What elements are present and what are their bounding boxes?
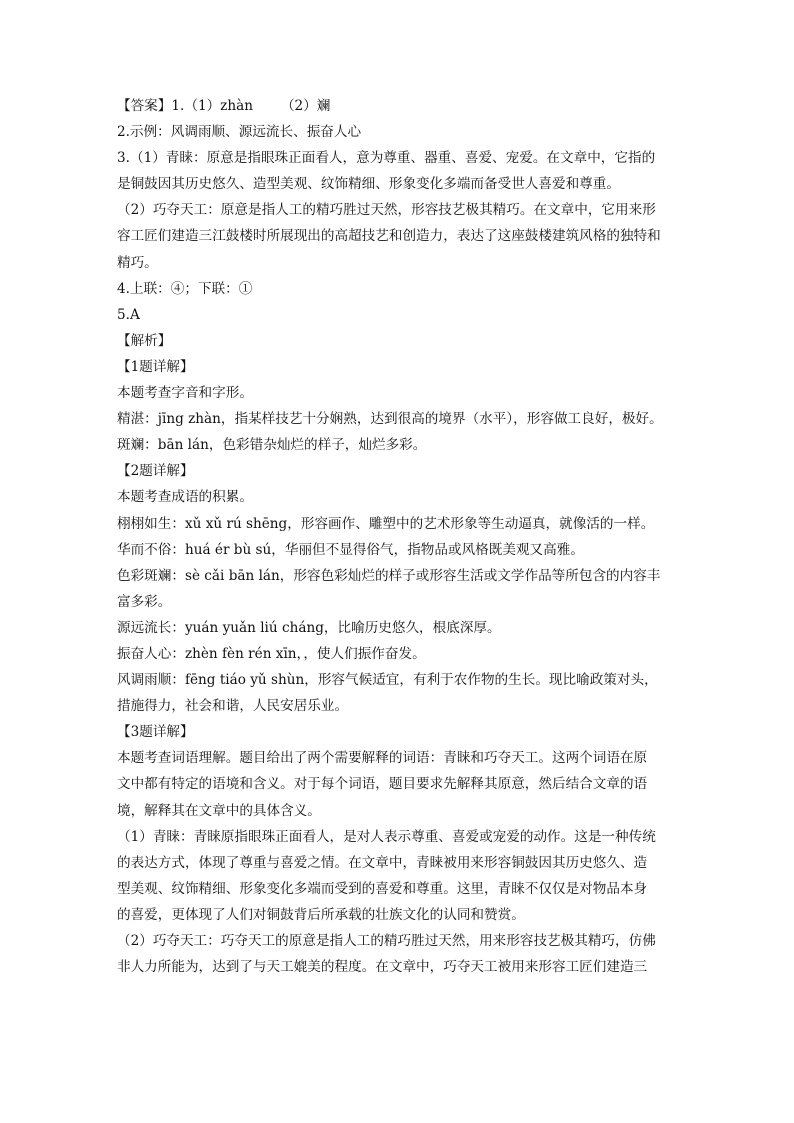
text-line: 本题考查字音和字形。: [117, 385, 253, 402]
text-line: （1）青睐：青睐原指眼珠正面看人，是对人表示尊重、喜爱或宠爱的动作。这是一种传统: [117, 828, 656, 845]
text-line: 本题考查词语理解。题目给出了两个需要解释的词语：青睐和巧夺天工。这两个词语在原: [117, 750, 648, 767]
q1-detail-heading: 【1题详解】: [117, 358, 194, 375]
text-line: 振奋人心：zhèn fèn rén xīn，，使人们振作奋发。: [117, 645, 426, 662]
text-line: 色彩斑斓：sè cǎi bān lán，形容色彩灿烂的样子或形容生活或文学作品等所包含的内容丰: [117, 567, 661, 584]
text-line: 精湛：jīng zhàn，指某样技艺十分娴熟，达到很高的境界（水平），形容做工良好，极好。: [117, 411, 663, 428]
answer-line-2: 2.示例：风调雨顺、源远流长、振奋人心: [117, 124, 362, 141]
text-line: 风调雨顺：fēng tiáo yǔ shùn，形容气候适宜，有利于农作物的生长。现比喻政策对头，: [117, 672, 658, 689]
q3-detail-heading: 【3题详解】: [117, 724, 194, 741]
text-line: 的表达方式，体现了尊重与喜爱之情。在文章中，青睐被用来形容铜鼓因其历史悠久、造: [117, 854, 648, 871]
answer-document: [117, 93, 677, 980]
text-line: 本题考查成语的积累。: [117, 489, 253, 506]
answer-line-8: 4.上联：④；下联：①: [117, 280, 253, 297]
analysis-heading: 【解析】: [117, 332, 172, 349]
text-line: 境，解释其在文章中的具体含义。: [117, 802, 321, 819]
text-line: 措施得力，社会和谐，人民安居乐业。: [117, 698, 349, 715]
answer-q1-part1: 【答案】1.（1）zhàn: [117, 98, 253, 114]
answer-line-6: 容工匠们建造三江鼓楼时所展现出的高超技艺和创造力，表达了这座鼓楼建筑风格的独特和: [117, 228, 661, 245]
text-line: 非人力所能为，达到了与天工媲美的程度。在文章中，巧夺天工被用来形容工匠们建造三: [117, 959, 648, 976]
answer-line-1: [117, 93, 677, 119]
text-line: 华而不俗：huá ér bù sú，华丽但不显得俗气，指物品或风格既美观又高雅。: [117, 541, 584, 558]
text-line: 源远流长：yuán yuǎn liú cháng，比喻历史悠久，根底深厚。: [117, 619, 501, 636]
answer-line-7: 精巧。: [117, 254, 158, 271]
answer-line-9: 5.A: [117, 306, 140, 323]
text-line: （2）巧夺天工：巧夺天工的原意是指人工的精巧胜过天然，用来形容技艺极其精巧，仿佛: [117, 933, 656, 949]
text-line: 富多彩。: [117, 593, 172, 610]
q2-detail-heading: 【2题详解】: [117, 463, 194, 480]
answer-q1-part2: （2）斓: [280, 98, 331, 114]
text-line: 栩栩如生：xǔ xǔ rú shēng，形容画作、雕塑中的艺术形象等生动逼真，就像活的一样。: [117, 515, 655, 532]
answer-line-4: 是铜鼓因其历史悠久、造型美观、纹饰精细、形象变化多端而备受世人喜爱和尊重。: [117, 176, 620, 193]
text-line: 文中都有特定的语境和含义。对于每个词语，题目要求先解释其原意，然后结合文章的语: [117, 776, 648, 793]
text-line: 斑斓：bān lán，色彩错杂灿烂的样子，灿烂多彩。: [117, 437, 427, 454]
answer-line-3: 3.（1）青睐：原意是指眼珠正面看人，意为尊重、器重、喜爱、宠爱。在文章中，它指的: [117, 150, 656, 167]
answer-line-5: （2）巧夺天工：原意是指人工的精巧胜过天然，形容技艺极其精巧。在文章中，它用来形: [117, 202, 656, 219]
text-line: 的喜爱，更体现了人们对铜鼓背后所承载的壮族文化的认同和赞赏。: [117, 906, 525, 923]
text-line: 型美观、纹饰精细、形象变化多端而受到的喜爱和尊重。这里，青睐不仅仅是对物品本身: [117, 880, 648, 897]
